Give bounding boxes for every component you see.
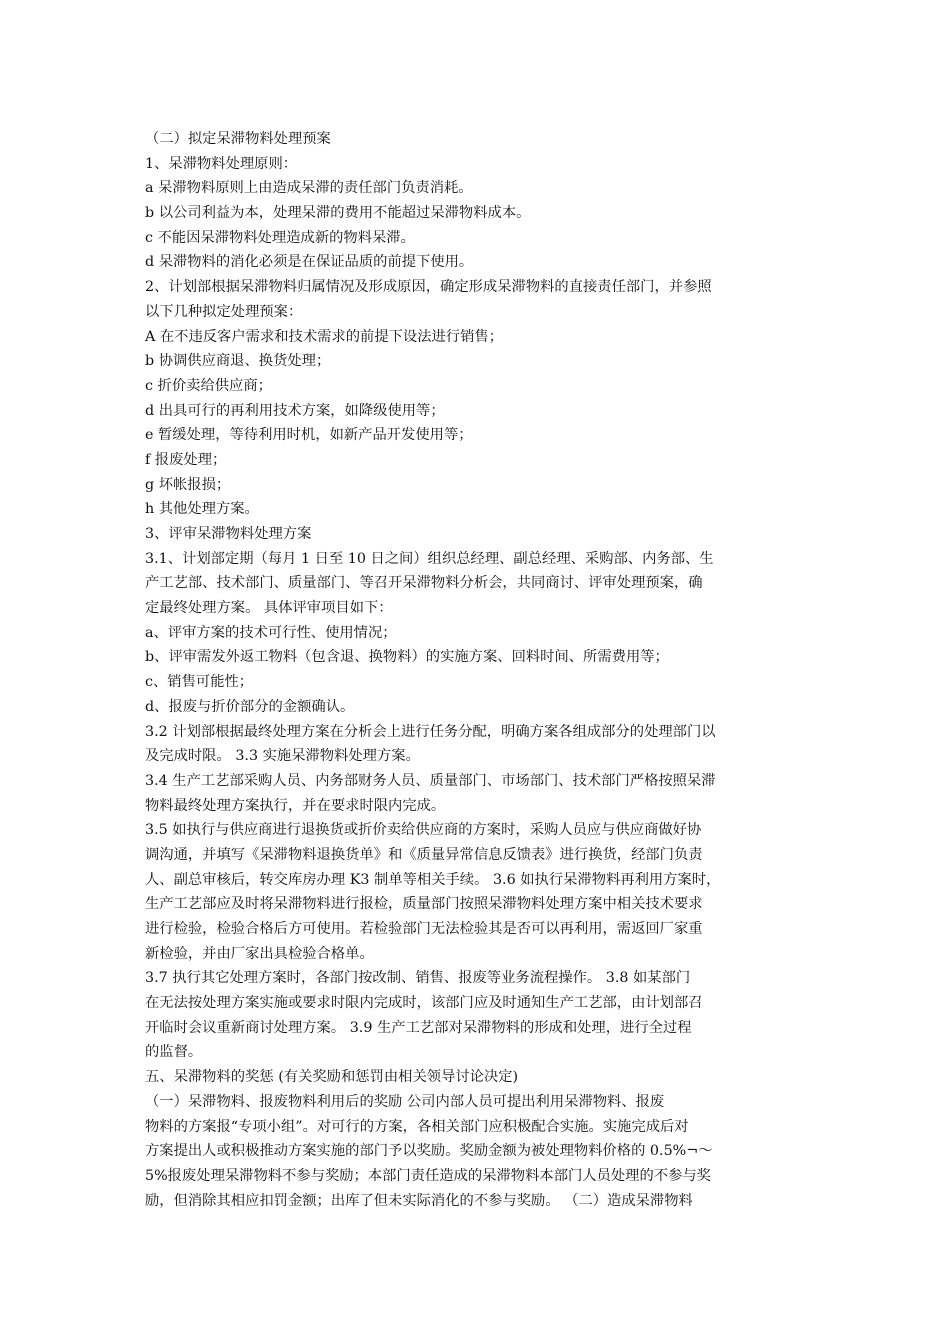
- text-line: 进行检验，检验合格后方可使用。若检验部门无法检验其是否可以再利用，需返回厂家重: [145, 921, 703, 937]
- text-line: 定最终处理方案。 具体评审项目如下：: [145, 600, 393, 617]
- document-body: [145, 127, 813, 1213]
- text-line: 物料最终处理方案执行，并在要求时限内完成。: [145, 797, 446, 814]
- text-line: 3.4 生产工艺部采购人员、内务部财务人员、质量部门、市场部门、技术部门严格按照呆滞: [145, 772, 716, 789]
- text-line: A 在不违反客户需求和技术需求的前提下设法进行销售；: [145, 328, 503, 345]
- text-line: d 出具可行的再利用技术方案，如降级使用等；: [145, 402, 445, 419]
- text-line: 方案提出人或积极推动方案实施的部门予以奖励。奖励金额为被处理物料价格的 0.5%¬～: [145, 1143, 713, 1160]
- text-line: 生产工艺部应及时将呆滞物料进行报检，质量部门按照呆滞物料处理方案中相关技术要求: [145, 896, 703, 913]
- text-line: 3.1、计划部定期（每月 1 日至 10 日之间）组织总经理、副总经理、采购部、内务部、生: [145, 550, 714, 567]
- text-line: 五、呆滞物料的奖惩 (有关奖励和惩罚由相关领导讨论决定): [145, 1069, 519, 1086]
- text-line: 3.7 执行其它处理方案时，各部门按改制、销售、报废等业务流程操作。 3.8 如某部门: [145, 970, 691, 987]
- text-line: d 呆滞物料的消化必须是在保证品质的前提下使用。: [145, 254, 474, 271]
- text-line: 开临时会议重新商讨处理方案。 3.9 生产工艺部对呆滞物料的形成和处理，进行全过程: [145, 1019, 692, 1036]
- text-line: 5%报废处理呆滞物料不参与奖励；本部门责任造成的呆滞物料本部门人员处理的不参与奖: [145, 1167, 711, 1184]
- text-line: （二）拟定呆滞物料处理预案: [145, 131, 331, 147]
- text-line: 调沟通，并填写《呆滞物料退换货单》和《质量异常信息反馈表》进行换货，经部门负责: [145, 846, 703, 863]
- text-line: 1、呆滞物料处理原则：: [145, 155, 298, 172]
- text-line: 物料的方案报“专项小组”。对可行的方案，各相关部门应积极配合实施。实施完成后对: [145, 1118, 689, 1135]
- text-line: 及完成时限。 3.3 实施呆滞物料处理方案。: [145, 748, 420, 765]
- text-line: 励，但消除其相应扣罚金额；出库了但未实际消化的不参与奖励。 （二）造成呆滞物料: [145, 1192, 693, 1209]
- text-line: d、报废与折价部分的金额确认。: [145, 698, 355, 715]
- text-line: e 暂缓处理，等待利用时机，如新产品开发使用等；: [145, 427, 473, 444]
- text-line: 在无法按处理方案实施或要求时限内完成时，该部门应及时通知生产工艺部，由计划部召: [145, 995, 703, 1012]
- text-line: a、评审方案的技术可行性、使用情况；: [145, 624, 397, 641]
- text-line: 产工艺部、技术部门、质量部门、等召开呆滞物料分析会，共同商讨、评审处理预案，确: [145, 575, 703, 592]
- text-line: 的监督。: [145, 1044, 203, 1061]
- text-line: c、销售可能性；: [145, 674, 254, 691]
- text-line: 人、副总审核后，转交库房办理 K3 制单等相关手续。 3.6 如执行呆滞物料再利用方案时，: [145, 871, 721, 888]
- text-line: b、评审需发外返工物料（包含退、换物料）的实施方案、回料时间、所需费用等；: [145, 649, 669, 666]
- text-line: 3.5 如执行与供应商进行退换货或折价卖给供应商的方案时，采购人员应与供应商做好协: [145, 822, 702, 839]
- text-line: a 呆滞物料原则上由造成呆滞的责任部门负责消耗。: [145, 180, 473, 197]
- text-line: 新检验，并由厂家出具检验合格单。: [145, 945, 374, 962]
- text-line: g 坏帐报损；: [145, 476, 231, 493]
- text-line: 3.2 计划部根据最终处理方案在分析会上进行任务分配，明确方案各组成部分的处理部门以: [145, 723, 716, 740]
- text-line: c 折价卖给供应商；: [145, 377, 272, 394]
- text-line: 2、计划部根据呆滞物料归属情况及形成原因，确定形成呆滞物料的直接责任部门，并参照: [145, 279, 712, 296]
- text-line: 以下几种拟定处理预案：: [145, 303, 303, 320]
- text-line: 3、评审呆滞物料处理方案: [145, 526, 312, 542]
- text-line: b 协调供应商退、换货处理；: [145, 353, 331, 370]
- text-line: c 不能因呆滞物料处理造成新的物料呆滞。: [145, 229, 415, 246]
- text-line: f 报废处理；: [145, 451, 227, 468]
- text-line: h 其他处理方案。: [145, 501, 259, 518]
- text-line: b 以公司利益为本，处理呆滞的费用不能超过呆滞物料成本。: [145, 205, 531, 222]
- text-line: （一）呆滞物料、报废物料利用后的奖励 公司内部人员可提出利用呆滞物料、报废: [145, 1093, 665, 1110]
